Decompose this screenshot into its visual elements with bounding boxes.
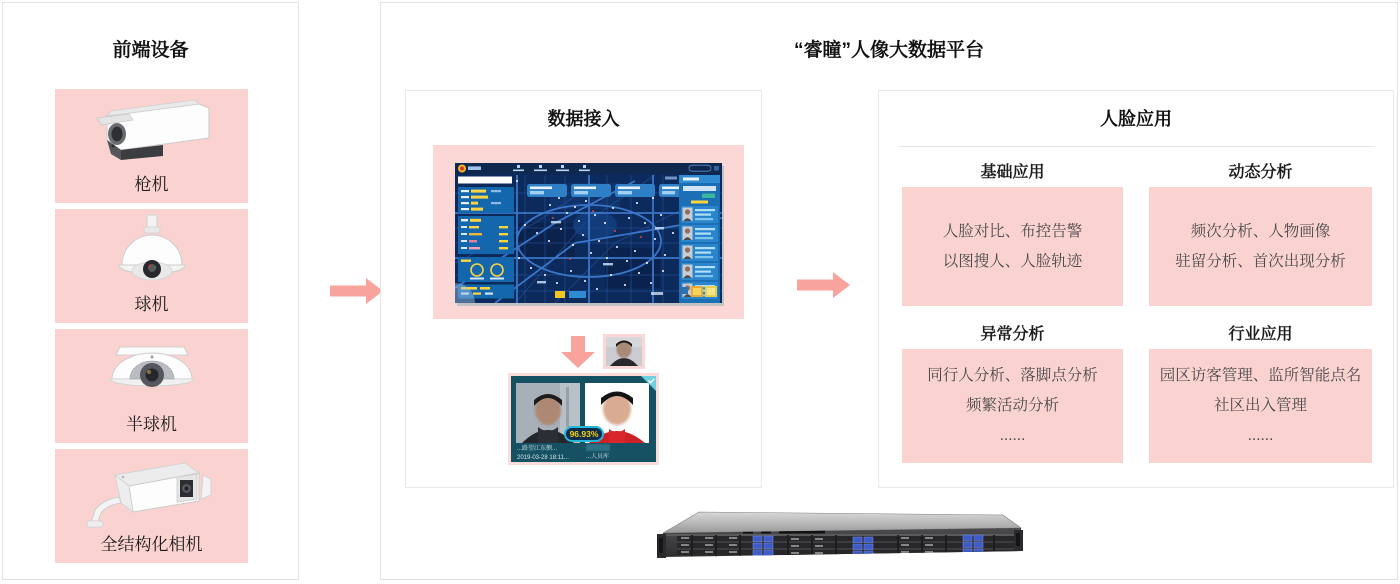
face-apps-title: 人脸应用 xyxy=(1100,109,1172,129)
face-apps-panel xyxy=(878,90,1394,488)
flow-arrow-right-2 xyxy=(797,272,850,298)
rack-server-image xyxy=(657,507,1023,565)
mini-dome-camera-icon xyxy=(55,333,248,413)
section-header-dynamic: 动态分析 xyxy=(1228,164,1293,181)
map-screenshot-frame xyxy=(433,145,744,319)
library-caption: ...人员库 xyxy=(586,454,610,460)
redacted-name-box xyxy=(586,444,610,451)
face-compare-frame xyxy=(508,373,659,465)
flow-arrow-right-1 xyxy=(330,278,383,304)
selected-check-icon xyxy=(641,376,656,391)
surveillance-map-screenshot xyxy=(455,163,722,303)
structured-box-camera-icon xyxy=(55,453,248,533)
probe-face-thumbnail xyxy=(603,334,645,369)
app-box-dynamic: 频次分析、人物画像 驻留分析、首次出现分析 xyxy=(1149,187,1372,306)
data-access-panel xyxy=(405,90,762,488)
platform-title: “睿瞳”人像大数据平台 xyxy=(793,40,984,61)
device-card-bullet-camera xyxy=(55,89,248,203)
device-card-structured-camera xyxy=(55,449,248,563)
device-label: 半球机 xyxy=(126,415,177,434)
device-label: 全结构化相机 xyxy=(100,535,203,554)
device-card-ptz-camera xyxy=(55,209,248,323)
title-divider xyxy=(899,146,1375,147)
app-box-industry: 园区访客管理、监所智能点名 社区出入管理 ...... xyxy=(1149,349,1372,463)
app-box-basic: 人脸对比、布控告警 以图搜人、人脸轨迹 xyxy=(902,187,1123,306)
front-devices-panel xyxy=(2,2,299,580)
device-card-dome-camera xyxy=(55,329,248,443)
section-header-basic: 基础应用 xyxy=(980,164,1045,181)
ptz-dome-camera-icon xyxy=(55,213,248,293)
match-score-badge: 96.93% xyxy=(564,426,604,442)
capture-caption: ...路望江东侧... 2019-03-28 18:11... xyxy=(517,446,569,461)
section-header-industry: 行业应用 xyxy=(1228,326,1293,343)
platform-panel xyxy=(380,2,1398,580)
device-label: 枪机 xyxy=(134,175,169,194)
front-devices-title: 前端设备 xyxy=(112,40,189,61)
flow-arrow-down xyxy=(561,336,595,368)
app-box-anomaly: 同行人分析、落脚点分析 频繁活动分析 ...... xyxy=(902,349,1123,463)
bullet-camera-icon xyxy=(55,93,248,173)
data-access-title: 数据接入 xyxy=(547,109,620,129)
face-compare-card xyxy=(511,376,656,462)
section-header-anomaly: 异常分析 xyxy=(980,326,1045,343)
device-label: 球机 xyxy=(134,295,169,314)
